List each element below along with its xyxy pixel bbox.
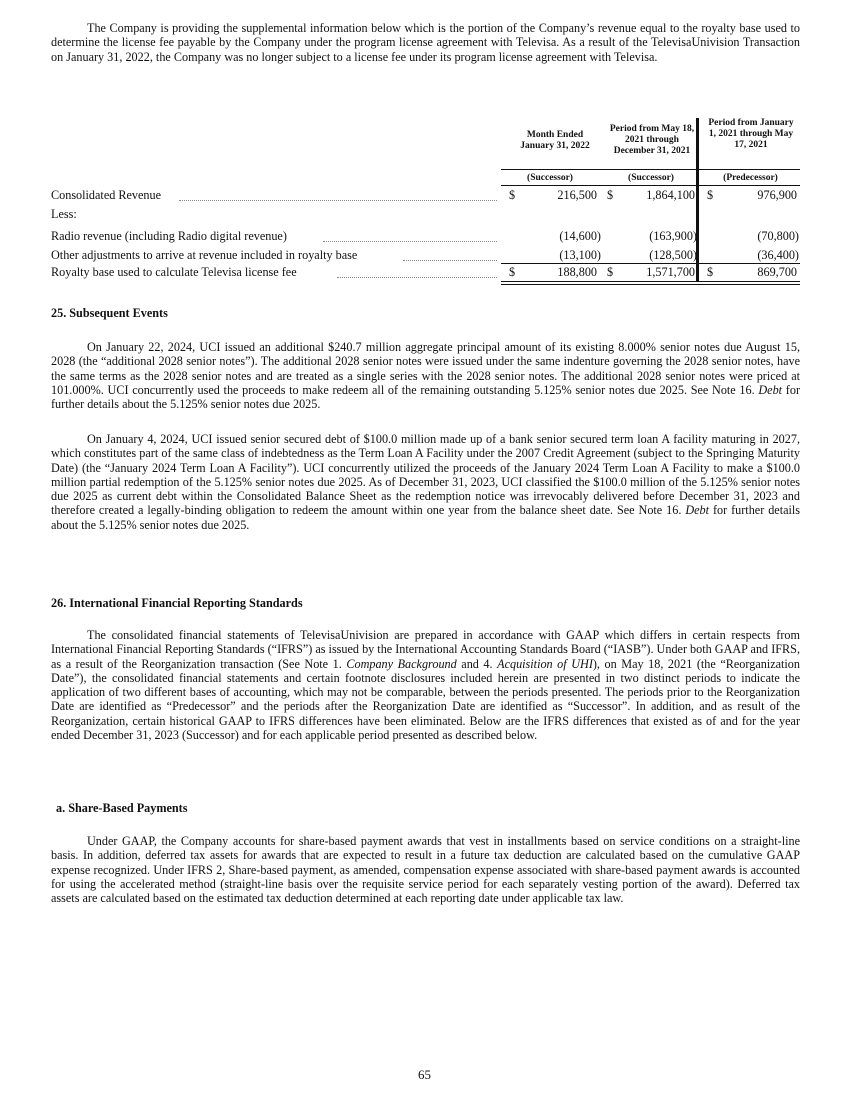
cell-consolidated-revenue-3: 976,900 [757,188,797,202]
subtotal-rule [501,263,800,264]
period-label-2: (Successor) [628,173,674,183]
column-header-2: Period from May 18, 2021 through December 31, 2021 [609,124,695,156]
period-label-1: (Successor) [527,173,573,183]
currency-symbol: $ [607,188,614,202]
row-label-radio-revenue: Radio revenue (including Radio digital revenue) [51,229,287,243]
cell-radio-revenue-3: (70,800) [757,229,799,243]
ifrs-paragraph: The consolidated financial statements of TelevisaUnivision are prepared in accordance with GAAP which differs in certain respects from International Financial Reporting Standards (“IFRS”) as issued by the International Accounting Standards Board (“IASB”). Under both GAAP and IFRS, as a result of the Reorganization transaction (See Note 1. Company Background and 4. Acquisition of UHI), on May 18, 2021 (the “Reorganization Date”), the consolidated financial statements and certain footnote disclosures included herein are presented in two distinct periods to indicate the application of two different bases of accounting, which may not be comparable, between the periods presented. The periods prior to the Reorganization Date are identified as “Predecessor” and the periods after the Reorganization Date are identified as “Successor”. In addition, and as result of the Reorganization, certain historical GAAP to IFRS differences have been eliminated. Below are the IFRS differences that existed as of and for the year ended December 31, 2023 (Successor) and for each applicable period presented as described below. [51,628,800,743]
subsequent-events-paragraph-2: On January 4, 2024, UCI issued senior secured debt of $100.0 million made up of a bank senior secured term loan A facility maturing in 2027, which constitutes part of the same class of indebtedness as the Term Loan A Facility under the 2007 Credit Agreement (subject to the Springing Maturity Date) (the “January 2024 Term Loan A Facility”). UCI concurrently utilized the proceeds of the January 2024 Term Loan A Facility to make a $100.0 million partial redemption of the 5.125% senior notes due 2025. As of December 31, 2023, UCI classified the $100.0 million of the 5.125% senior notes due 2025 as current debt within the Consolidated Balance Sheet as the redemption notice was irrevocably delivered before December 31, 2023 and therefore created a legally-binding obligation to redeem the amount within one year from the balance sheet date. See Note 16. Debt for further details about the 5.125% senior notes due 2025. [51,432,801,532]
cell-other-adjustments-3: (36,400) [757,248,799,262]
cell-consolidated-revenue-2: 1,864,100 [646,188,695,202]
royalty-base-table [51,118,800,288]
currency-symbol: $ [509,188,516,202]
total-double-rule-bottom [501,284,800,285]
total-double-rule-top [501,281,800,282]
period-label-3: (Predecessor) [723,173,778,183]
cell-royalty-base-1: 188,800 [557,265,597,279]
currency-symbol: $ [509,265,516,279]
subsection-heading-share-based-payments: a. Share-Based Payments [56,801,188,815]
share-based-payments-paragraph: Under GAAP, the Company accounts for share-based payment awards that vest in installments based on service conditions on a straight-line basis. In addition, deferred tax assets for awards that are expected to result in a future tax deduction are calculated based on the cumulative GAAP expense recognized. Under IFRS 2, Share-based payment, as amended, compensation expense associated with share-based payment awards is accounted for using the accelerated method (straight-line basis over the requisite service period for each separately vesting portion of the award). Deferred tax assets are calculated based on the estimated tax deduction determined at each reporting date under applicable tax law. [51,834,800,906]
currency-symbol: $ [607,265,614,279]
header-rule [501,169,800,170]
cell-other-adjustments-2: (128,500) [649,248,697,262]
currency-symbol: $ [707,188,714,202]
leader-dots [179,200,497,201]
row-label-royalty-base: Royalty base used to calculate Televisa license fee [51,265,297,279]
cell-royalty-base-3: 869,700 [757,265,797,279]
intro-paragraph: The Company is providing the supplemental information below which is the portion of the Company’s revenue equal to the royalty base used to determine the license fee payable by the Company under the program license agreement with Televisa. As a result of the TelevisaUnivision Transaction on January 31, 2022, the Company was no longer subject to a license fee under its program license agreement with Televisa. [51,21,800,64]
cell-radio-revenue-1: (14,600) [559,229,601,243]
leader-dots [337,277,497,278]
section-heading-subsequent-events: 25. Subsequent Events [51,306,168,320]
row-label-less: Less: [51,207,77,221]
leader-dots [323,241,497,242]
cell-consolidated-revenue-1: 216,500 [557,188,597,202]
row-label-other-adjustments: Other adjustments to arrive at revenue included in royalty base [51,248,358,262]
row-label-consolidated-revenue: Consolidated Revenue [51,188,162,202]
cell-radio-revenue-2: (163,900) [649,229,697,243]
column-header-1: Month Ended January 31, 2022 [520,130,590,151]
column-header-3: Period from January 1, 2021 through May 17, 2021 [708,118,794,150]
cell-other-adjustments-1: (13,100) [559,248,601,262]
currency-symbol: $ [707,265,714,279]
section-heading-ifrs: 26. International Financial Reporting Standards [51,596,303,610]
cell-royalty-base-2: 1,571,700 [646,265,695,279]
leader-dots [403,260,497,261]
period-rule [501,185,800,186]
subsequent-events-paragraph-1: On January 22, 2024, UCI issued an additional $240.7 million aggregate principal amount of its existing 8.000% senior notes due August 15, 2028 (the “additional 2028 senior notes”). The additional 2028 senior notes were issued under the same indenture governing the 2028 senior notes, have the same terms as the 2028 senior notes and are treated as a single series with the 2028 senior notes. The additional 2028 senior notes were priced at 101.000%. UCI concurrently used the proceeds to make redeem all of the remaining outstanding 5.125% senior notes due 2025. See Note 16. Debt for further details about the 5.125% senior notes due 2025. [51,340,801,412]
page-number: 65 [418,1067,431,1082]
